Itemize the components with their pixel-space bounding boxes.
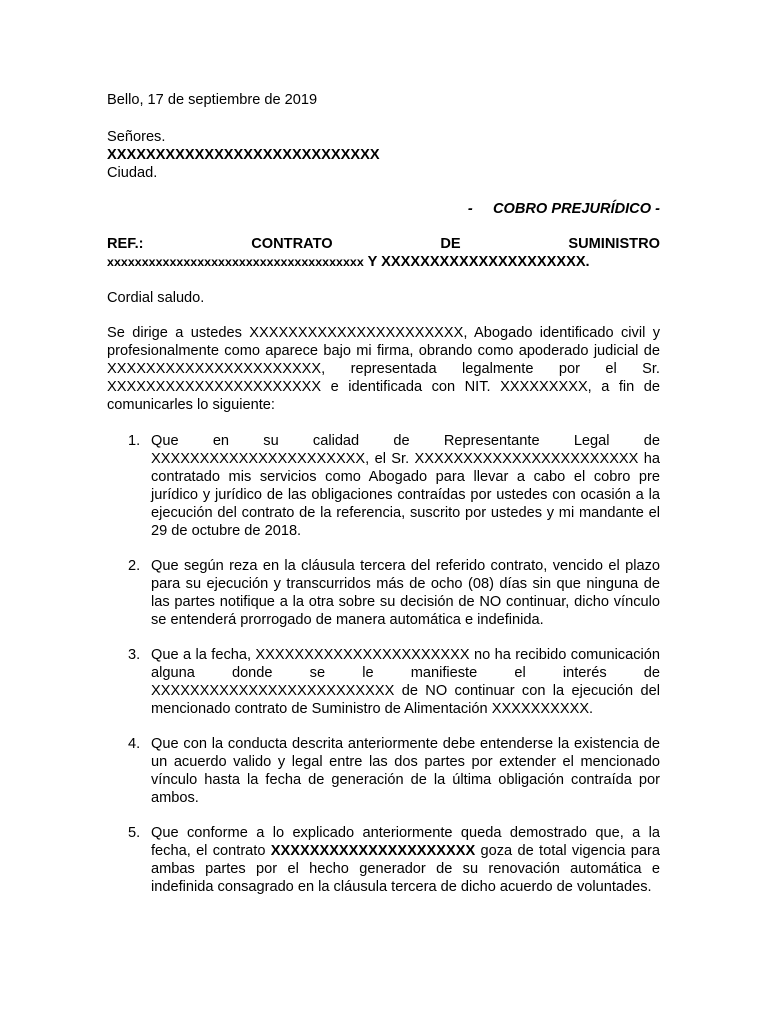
- list-item: [128, 432, 660, 540]
- intro-paragraph: Se dirige a ustedes XXXXXXXXXXXXXXXXXXXXXX, Abogado identificado civil y profesionalmente como aparece bajo mi firma, obrando como apoderado judicial de XXXXXXXXXXXXXXXXXXXXXX, representada legalmente por el Sr. XXXXXXXXXXXXXXXXXXXXXX e identificada con NIT. XXXXXXXXX, a fin de comunicarles lo siguiente:: [107, 325, 660, 413]
- reference-party-b: Y XXXXXXXXXXXXXXXXXXXXX.: [363, 254, 590, 270]
- list-item: [128, 646, 660, 718]
- list-item-text: [151, 824, 660, 896]
- contract-id: XXXXXXXXXXXXXXXXXXXXX: [270, 843, 476, 859]
- reference-label: REF.:: [107, 236, 144, 252]
- place-date: Bello, 17 de septiembre de 2019: [107, 92, 318, 108]
- salutation-to: Señores.: [107, 129, 166, 145]
- reference-word-2: DE: [440, 236, 461, 252]
- list-item-number: 2.: [128, 558, 141, 574]
- recipient-city: Ciudad.: [107, 165, 158, 181]
- reference-party-a: xxxxxxxxxxxxxxxxxxxxxxxxxxxxxxxxxxxxx: [107, 255, 364, 269]
- list-item-text: Que en su calidad de Representante Legal de XXXXXXXXXXXXXXXXXXXXXX, el Sr. XXXXXXXXXXXXXXXXXXXXXXX ha contratado mis servicios como Abogado para llevar a cabo el cobro pre jurídico y jurídico de las obligaciones contraídas por ustedes con ocasión a la ejecución del contrato de la referencia, suscrito por ustedes y mi mandante el 29 de octubre de 2018.: [151, 433, 660, 539]
- list-item-number: 5.: [128, 825, 141, 841]
- list-item-text-part: Que conforme a lo explicado anteriormente queda demostrado que, a la fecha, el contrato: [151, 825, 660, 859]
- reference-line-1: [107, 235, 660, 253]
- list-item: [128, 735, 660, 807]
- list-item-text: Que con la conducta descrita anteriormente debe entenderse la existencia de un acuerdo valido y legal entre las dos partes por extender el mencionado vínculo hasta la fecha de generación de la última obligación contraída por ambos.: [151, 736, 660, 806]
- greeting: Cordial saludo.: [107, 290, 205, 306]
- reference-line-2: [107, 253, 660, 271]
- reference-word-1: CONTRATO: [251, 236, 333, 252]
- list-item-text: Que según reza en la cláusula tercera del referido contrato, vencido el plazo para su ejecución y transcurridos más de ocho (08) días sin que ninguna de las partes notifique a la otra sobre su decisión de NO continuar, dicho vínculo se entenderá prorrogado de manera automática e indefinida.: [151, 558, 660, 628]
- letter-subject: - COBRO PREJURÍDICO -: [467, 201, 660, 217]
- reference-word-3: SUMINISTRO: [568, 236, 660, 252]
- recipient-name: XXXXXXXXXXXXXXXXXXXXXXXXXXXX: [107, 147, 380, 163]
- list-item-number: 1.: [128, 433, 141, 449]
- list-item-text: Que a la fecha, XXXXXXXXXXXXXXXXXXXXXX no ha recibido comunicación alguna donde se le manifieste el interés de XXXXXXXXXXXXXXXXXXXXXXXXX de NO continuar con la ejecución del mencionado contrato de Suministro de Alimentación XXXXXXXXXX.: [151, 647, 660, 717]
- list-item-number: 3.: [128, 647, 141, 663]
- reference-block: [107, 235, 660, 271]
- list-item-number: 4.: [128, 736, 141, 752]
- list-item: [128, 557, 660, 629]
- list-item-text-part: goza de total vigencia para ambas partes por el hecho generador de su renovación automática e indefinida consagrado en la cláusula tercera de dicho acuerdo de voluntades.: [151, 843, 660, 895]
- list-item: [128, 824, 660, 896]
